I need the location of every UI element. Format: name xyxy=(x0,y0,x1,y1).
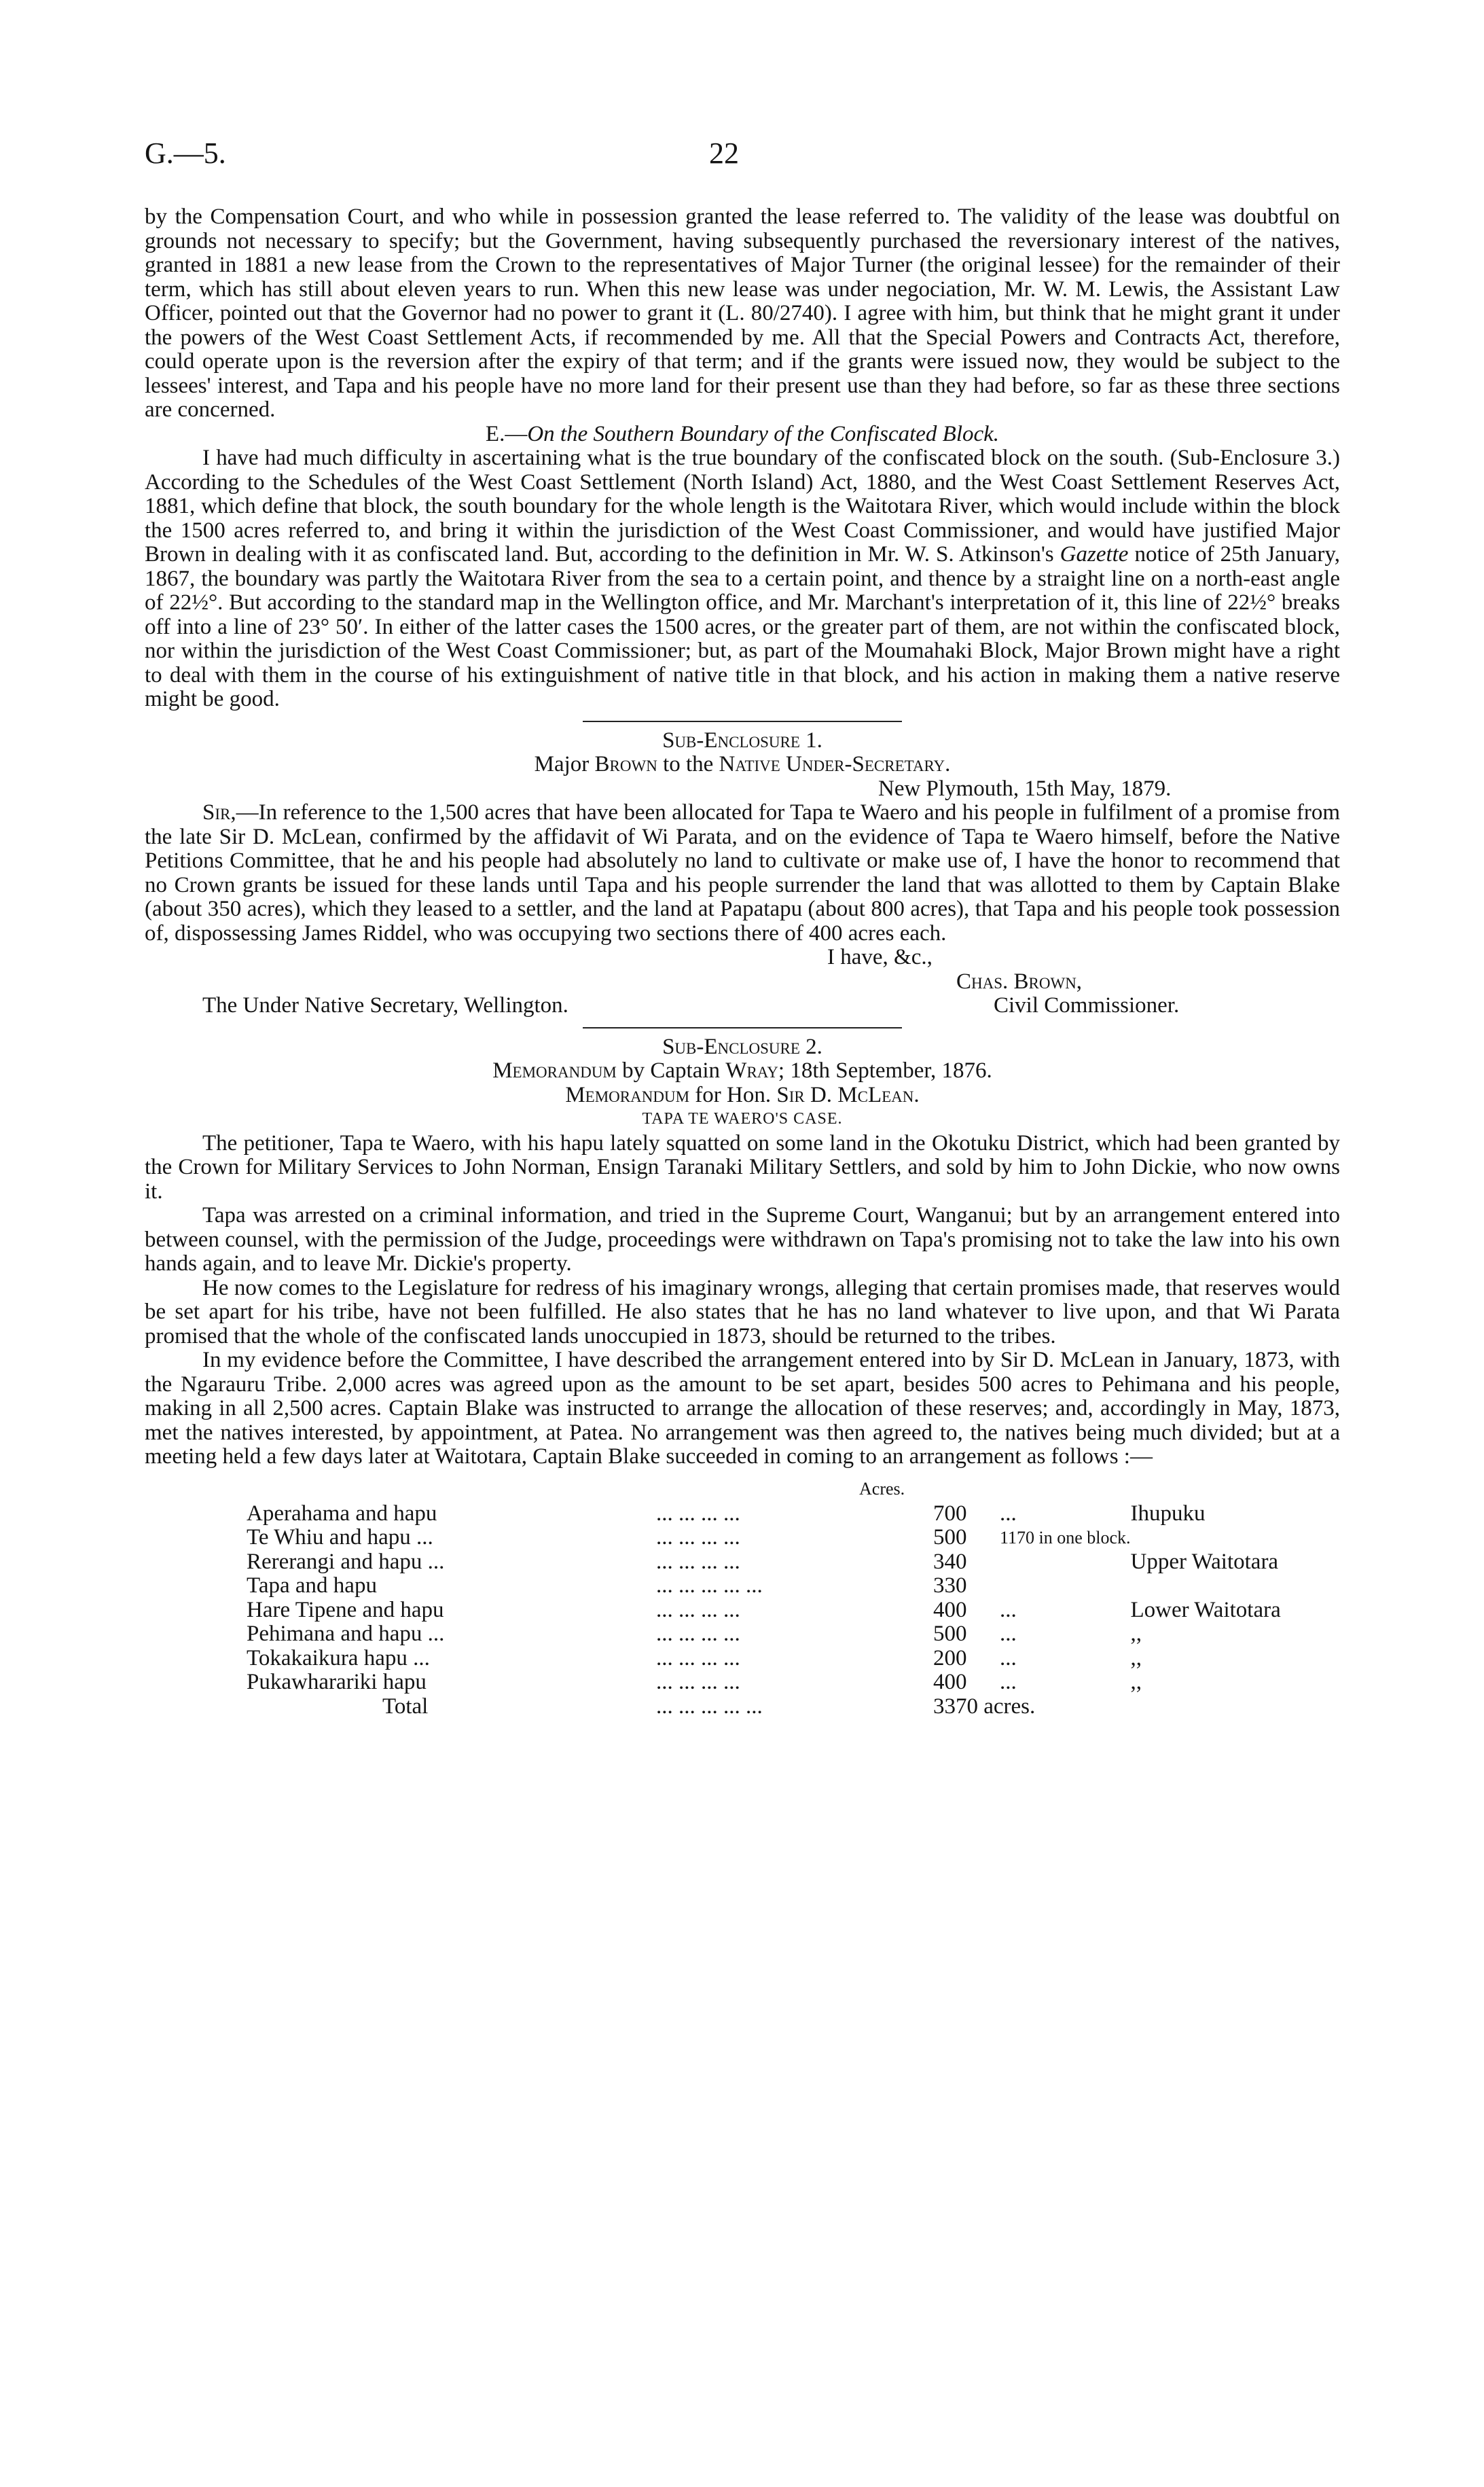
table-row xyxy=(247,1574,1340,1598)
total-value: 3370 acres. xyxy=(933,1694,1036,1719)
section-e-heading xyxy=(145,423,1340,447)
table-cell-location xyxy=(1131,1574,1340,1598)
table-cell-leader: ... ... ... ... xyxy=(656,1501,740,1526)
memo-paragraph-4: In my evidence before the Committee, I have described the arrangement entered into by Sir D. McLean in January, 1873, with the Ngarauru Tribe. 2,000 acres was agreed upon as the amount to be set apart, besides 500 acres to Pehimana and his people, making in all 2,500 acres. Captain Blake was instructed to arrange the allocation of these reserves; and, accordingly in May, 1873, met the natives interested, by appointment, at Patea. No arrangement was then agreed to, the natives being much divided; but at a meeting held a few days later at Waitotara, Captain Blake succeeded in coming to an arrangement as follows :— xyxy=(145,1348,1340,1469)
table-cell-acres: 500 xyxy=(933,1525,967,1550)
table-cell-leader: ... xyxy=(999,1501,1017,1526)
table-row xyxy=(247,1598,1340,1623)
letter-closing: I have, &c., xyxy=(827,945,933,969)
table-cell-name: Te Whiu and hapu ... xyxy=(247,1525,433,1550)
table-cell-location: ,, xyxy=(1130,1645,1142,1670)
table-row xyxy=(247,1647,1340,1671)
table-cell-leader: ... ... ... ... xyxy=(656,1597,740,1622)
table-cell-name: Pehimana and hapu ... xyxy=(247,1622,445,1646)
table-cell-leader: ... xyxy=(999,1597,1017,1622)
table-cell-acres: 200 xyxy=(933,1645,967,1670)
table-cell-name: Tapa and hapu xyxy=(247,1573,377,1598)
case-title: TAPA TE WAERO'S CASE. xyxy=(642,1110,843,1128)
memo-part: for Hon. xyxy=(695,1082,772,1107)
document-reference: G.—5. xyxy=(145,137,226,170)
table-cell-leader: ... ... ... ... ... xyxy=(656,1573,763,1598)
table-row xyxy=(247,1550,1340,1575)
table-cell-leader: ... ... ... ... ... xyxy=(656,1694,763,1719)
table-cell-acres: 500 xyxy=(933,1622,967,1646)
memo-word: Memorandum xyxy=(492,1058,617,1083)
table-cell-location: Lower Waitotara xyxy=(1130,1597,1281,1622)
table-cell-name: Hare Tipene and hapu xyxy=(247,1597,444,1622)
table-cell-location: Ihupuku xyxy=(1130,1501,1206,1526)
letter-salutation: Sir, xyxy=(202,800,236,825)
table-total-row xyxy=(247,1695,1340,1719)
subheading-part: Major xyxy=(534,752,590,776)
acres-column-header: Acres. xyxy=(859,1478,905,1499)
table-cell-leader: ... ... ... ... xyxy=(656,1549,740,1574)
divider xyxy=(583,1027,902,1028)
letter-addressee: The Under Native Secretary, Wellington. xyxy=(202,993,568,1018)
sub-enclosure-2-heading: Sub-Enclosure 2. xyxy=(662,1034,822,1059)
memo-author: Wray xyxy=(725,1058,778,1083)
table-cell-acres: 330 xyxy=(933,1573,967,1598)
subheading-recipient: Native Under-Secretary. xyxy=(719,752,951,776)
memo-recipient: Sir D. McLean. xyxy=(776,1082,920,1107)
letter-text: —In reference to the 1,500 acres that have been allocated for Tapa te Waero and his people in fulfilment of a promise from the late Sir D. McLean, confirmed by the affidavit of Wi Parata, and on the evidence of Tapa te Waero himself, before the Native Petitions Committee, that he and his people had absolutely no land to cultivate or make use of, I have the honor to recommend that no Crown grants be issued for these lands until Tapa and his people surrender the land that was allotted to them by Captain Blake (about 350 acres), which they leased to a settler, and the land at Papatapu (about 800 acres), that Tapa and his people took possession of, dispossessing James Riddel, who was occupying two sections there of 400 acres each. xyxy=(145,800,1340,946)
memorandum-1-heading xyxy=(145,1059,1340,1084)
table-cell-leader: ... ... ... ... xyxy=(656,1525,740,1550)
memorandum-2-heading xyxy=(145,1084,1340,1108)
table-cell-leader: ... ... ... ... xyxy=(656,1670,740,1694)
table-cell-name: Rererangi and hapu ... xyxy=(247,1549,445,1574)
table-cell-leader: ... xyxy=(999,1645,1017,1670)
signatory-title: Civil Commissioner. xyxy=(994,993,1180,1018)
table-cell-acres: 400 xyxy=(933,1670,967,1694)
bracket-note: 1170 in one block. xyxy=(999,1528,1131,1547)
table-cell-acres: 400 xyxy=(933,1597,967,1622)
table-cell-leader: ... xyxy=(999,1670,1017,1694)
section-title: On the Southern Boundary of the Confiscated Block. xyxy=(527,421,1000,446)
table-cell-acres: 340 xyxy=(933,1549,967,1574)
table-row xyxy=(247,1622,1340,1647)
memo-part: by Captain xyxy=(622,1058,721,1083)
divider xyxy=(583,721,902,722)
memo-word: Memorandum xyxy=(565,1082,690,1107)
body-column xyxy=(145,205,1340,1719)
table-cell-name: Aperahama and hapu xyxy=(247,1501,437,1526)
paragraph-southern-boundary xyxy=(145,446,1340,712)
table-cell-location: ,, xyxy=(1130,1622,1142,1646)
table-cell-name: Tokakaikura hapu ... xyxy=(247,1645,430,1670)
memo-paragraph-3: He now comes to the Legislature for redress of his imaginary wrongs, alleging that certain promises made, that reserves would be set apart for his tribe, have not been fulfilled. He also states that he has no land whatever to live upon, and that Wi Parata promised that the whole of the confiscated lands unoccupied in 1873, should be returned to the tribes. xyxy=(145,1275,1340,1348)
total-label: Total xyxy=(382,1694,429,1719)
table-cell-location xyxy=(1131,1526,1340,1550)
boundary-text-a: I have had much difficulty in ascertaining what is the true boundary of the confiscated block on the south. (Sub-Enclosure 3.) According to the Schedules of the West Coast Settlement (North Island) Act, 1880, and the West Coast Settlement Reserves Act, 1881, which define that block, the south boundary for the whole length is the Waitotara River, which would include within the block the 1500 acres referred to, and bring it within the jurisdiction of the West Coast Commissioner, and would have justified Major Brown in dealing with it as confiscated land. But, according to the definition in Mr. W. S. Atkinson's xyxy=(145,446,1340,567)
letter-closing-line xyxy=(145,946,1340,970)
boundary-text-b: notice of 25th January, 1867, the boundary was partly the Waitotara River from the sea to a certain point, and thence by a straight line on a north-east angle of 22½°. But according to the standard map in the Wellington office, and Mr. Marchant's interpretation of it, this line of 22½° breaks off into a line of 23° 50′. In either of the latter cases the 1500 acres, or the greater part of them, are not within the confiscated block, nor within the jurisdiction of the West Coast Commissioner; but, as part of the Moumahaki Block, Major Brown might have a right to deal with them in the course of his extinguishment of native title in that block, and his action in making them a native reserve might be good. xyxy=(145,542,1341,711)
page-number: 22 xyxy=(709,137,739,170)
subheading-part: to the xyxy=(663,752,714,776)
table-row xyxy=(247,1670,1340,1695)
sub-enclosure-1-subheading xyxy=(145,753,1340,777)
memo-paragraph-1: The petitioner, Tapa te Waero, with his hapu lately squatted on some land in the Okotuku District, which had been granted by the Crown for Military Services to John Norman, Ensign Taranaki Military Settlers, and sold by him to John Dickie, who now owns it. xyxy=(145,1130,1340,1204)
section-label: E.— xyxy=(485,421,528,446)
letter-footer-line xyxy=(145,994,1340,1018)
table-cell-location: ,, xyxy=(1130,1670,1142,1694)
paragraph-lease: by the Compensation Court, and who while in possession granted the lease referred to. The validity of the lease was doubtful on grounds not necessary to specify; but the Government, having subsequently purchased the reversionary interest of the natives, granted in 1881 a new lease from the Crown to the representatives of Major Turner (the original lessee) for the remainder of their term, which has still about eleven years to run. When this new lease was under negociation, Mr. W. M. Lewis, the Assistant Law Officer, pointed out that the Governor had no power to grant it (L. 80/2740). I agree with him, but think that he might grant it under the powers of the West Coast Settlement Acts, if recommended by me. All that the Special Powers and Contracts Act, therefore, could operate upon is the reversion after the expiry of that term; and if the grants were issued now, they would be subject to the lessees' interest, and Tapa and his people have no more land for their present use than they had before, so far as these three sections are concerned. xyxy=(145,204,1340,422)
table-row xyxy=(247,1502,1340,1526)
subheading-name: Brown xyxy=(594,752,657,776)
reserves-table xyxy=(247,1502,1340,1719)
table-cell-leader: ... xyxy=(999,1622,1017,1646)
table-cell-name: Pukawharariki hapu xyxy=(247,1670,427,1694)
letter-signature: Chas. Brown, xyxy=(956,969,1083,994)
sub-enclosure-1-heading: Sub-Enclosure 1. xyxy=(662,728,822,753)
table-cell-leader: ... ... ... ... xyxy=(656,1622,740,1646)
letter-signature-line xyxy=(145,970,1340,995)
gazette-word: Gazette xyxy=(1060,542,1129,567)
table-cell-location: Upper Waitotara xyxy=(1130,1549,1279,1574)
letter-dateline: New Plymouth, 15th May, 1879. xyxy=(878,776,1172,801)
memo-date: ; 18th September, 1876. xyxy=(778,1058,992,1083)
letter-body xyxy=(145,801,1340,946)
memo-paragraph-2: Tapa was arrested on a criminal information, and tried in the Supreme Court, Wanganui; but by an arrangement entered into between counsel, with the permission of the Judge, proceedings were withdrawn on Tapa's promising not to take the law into his own hands again, and to leave Mr. Dickie's property. xyxy=(145,1203,1340,1276)
table-cell-leader: ... ... ... ... xyxy=(656,1645,740,1670)
table-cell-acres: 700 xyxy=(933,1501,967,1526)
table-row xyxy=(247,1526,1340,1550)
